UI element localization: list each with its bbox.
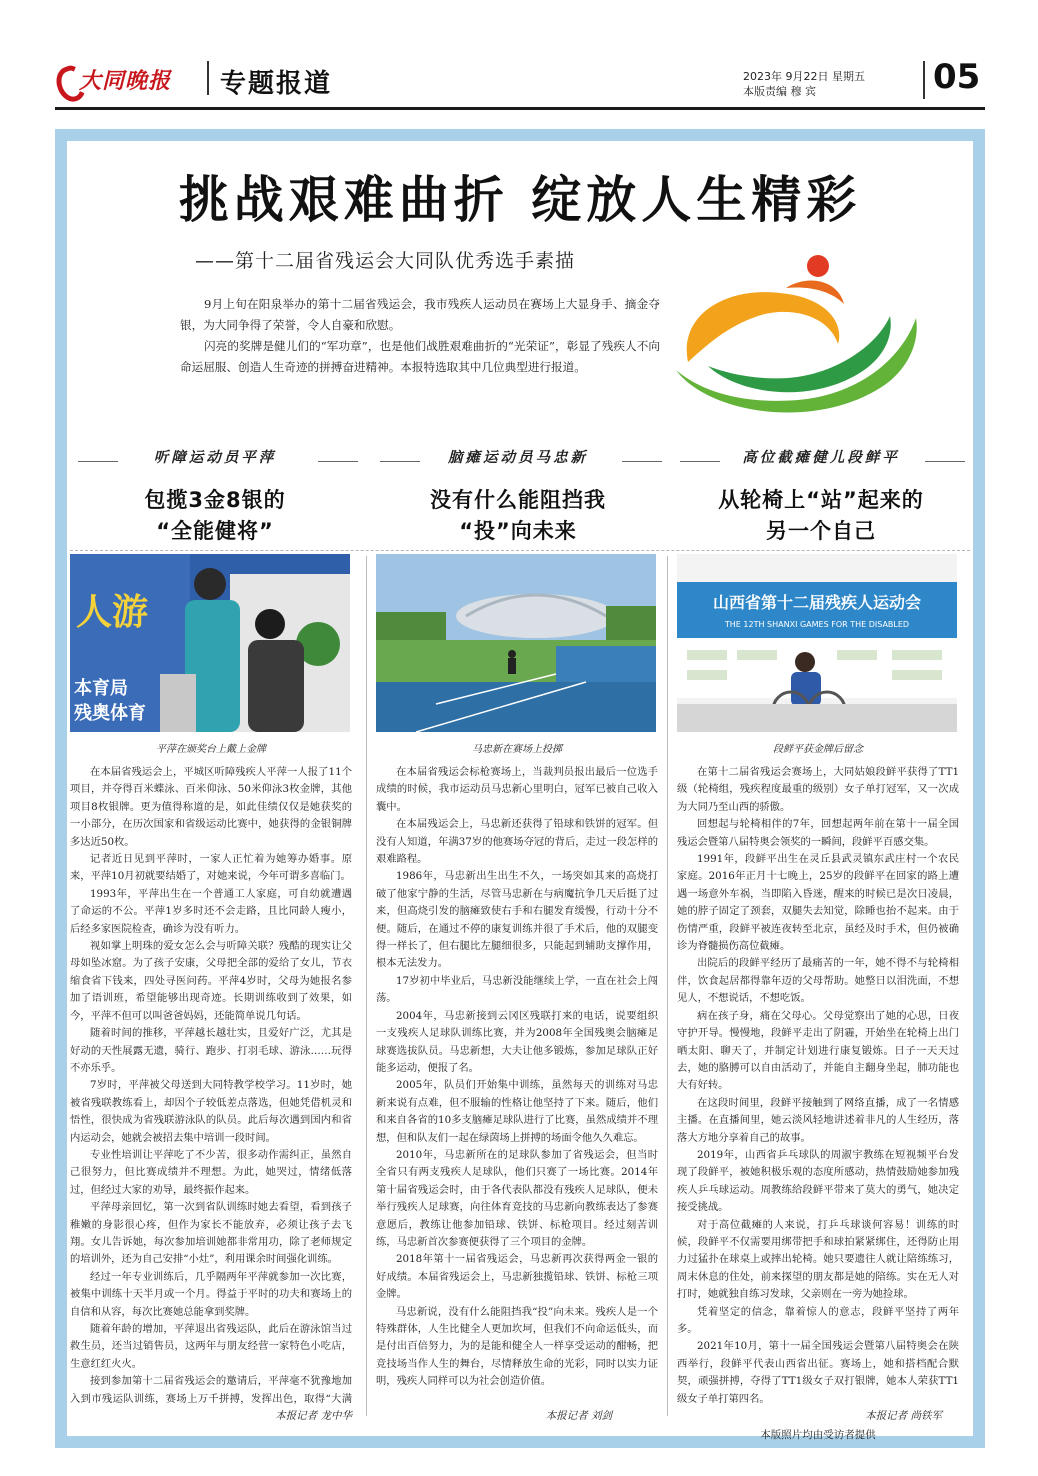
body-paragraph: 视如掌上明珠的爱女怎么会与听障关联？残酷的现实让父母如坠冰窟。为了孩子安康，父母把全部的爱给了女儿，节衣缩食省下钱来，四处寻医问药。平萍4岁时，父母为她报名参加了语训班，希望能够出现奇迹。长期训练收到了效果，如今，平萍不但可以叫爸爸妈妈，还能简单说几句话。: [70, 940, 352, 1022]
body-paragraph: 经过一年专业训练后，几乎隔两年平萍就参加一次比赛，被集中训练十天半月或一个月。得益于平时的功夫和赛场上的自信和从容，每次比赛她总能拿到奖牌。: [70, 1270, 352, 1318]
header-divider: [207, 61, 209, 95]
body-paragraph: 随着年龄的增加，平萍退出省残运队，此后在游泳馆当过救生员，还当过销售员，这两年与朋友经营一家特色小吃店，生意红红火火。: [70, 1323, 352, 1370]
body-paragraph: 在本届省残运会上，平城区听障残疾人平萍一人报了11个项目，并夺得百米蝶泳、百米仰泳、50米仰泳3枚金牌，其他项目8枚银牌。更为值得称道的是，如此佳绩仅仅是她获奖的一小部分，在历次国家和省级运动比赛中，她获得的金银铜牌多达近50枚。: [70, 766, 352, 848]
profile-tagline: 听障运动员平萍: [153, 449, 277, 466]
title-divider: [70, 550, 970, 551]
profile-tagline: 脑瘫运动员马忠新: [448, 449, 588, 466]
column-divider: [667, 556, 668, 1416]
body-paragraph: 2004年，马忠新接到云冈区残联打来的电话，说要组织一支残疾人足球队训练比赛，并为2008年全国残奥会脑瘫足球赛选拔队员。马忠新想，大夫让他多锻炼，参加足球队正好能多运动，便报了名。: [376, 1009, 658, 1074]
body-paragraph: 在本届残运会上，马忠新还获得了铅球和铁饼的冠军。但没有人知道，年满37岁的他赛场夺冠的背后，走过一段怎样的艰难路程。: [376, 818, 658, 866]
body-paragraph: 7岁时，平萍被父母送到大同特教学校学习。11岁时，她被省残联教练看上，却因个子较低差点落选，但她凭借机灵和悟性，很快成为省残联游泳队的队员。此后每次遇到国内和省内运动会，她就会被招去集中培训一段时间。: [70, 1079, 352, 1144]
article-column-duan: [677, 764, 959, 1404]
body-paragraph: 1993年，平萍出生在一个普通工人家庭，可自幼就遭遇了命运的不公。平萍1岁多时还不会走路，且比同龄人瘦小，后经多家医院检查，确诊为没有听力。: [70, 887, 352, 935]
profile-title-line: 没有什么能阻挡我: [430, 488, 606, 512]
photo-credit: 本版照片均由受访者提供: [760, 1429, 876, 1441]
profile-title-line: “投”向未来: [459, 519, 577, 543]
body-paragraph: 2010年，马忠新所在的足球队参加了省残运会，但当时全省只有两支残疾人足球队，他们只赛了一场比赛。2014年第十届省残运会时，由于各代表队都没有残疾人足球队，便未举行残疾人足球赛，向往体育竞技的马忠新向教练表达了参赛意愿后，教练让他参加铅球、铁饼、标枪项目。经过刻苦训练，马忠新首次参赛便获得了三个项目的金牌。: [376, 1148, 658, 1248]
profile-tagline: 高位截瘫健儿段鲜平: [742, 449, 900, 466]
profile-title-line: 包揽3金8银的: [144, 488, 286, 512]
photo-banner-title: 山西省第十二届残疾人运动会: [712, 593, 922, 612]
photo-ma-field: [376, 554, 656, 732]
photo-ping-podium: [70, 554, 350, 732]
profile-title-line: “全能健将”: [156, 519, 274, 543]
issue-editor: 本版责编 穆 宾: [743, 85, 816, 98]
profile-title: [70, 485, 360, 547]
page-number: 05: [933, 57, 981, 97]
body-paragraph: 回想起与轮椅相伴的7年，回想起两年前在第十一届全国残运会暨第八届特奥会领奖的一瞬间，段鲜平百感交集。: [677, 818, 959, 848]
profile-header-ping: [70, 446, 360, 547]
body-paragraph: 在本届省残运会标枪赛场上，当裁判员报出最后一位选手成绩的时候，我市运动员马忠新心里明白，冠军已被自己收入囊中。: [376, 766, 658, 813]
body-paragraph: 对于高位截瘫的人来说，打乒乓球谈何容易！训练的时候，段鲜平不仅需要用绑带把手和球拍紧紧绑住，还得防止用力过猛扑在球桌上或摔出轮椅。她只要遗往人就让陪练练习，周末休息的住处，前来探望的朋友都是她的陪练。实在无人对打时，她就独自练习发球，父亲则在一旁为她捡球。: [677, 1218, 959, 1301]
body-paragraph: 随着时间的推移，平萍越长越壮实，且爱好广泛，尤其是好动的天性展露无遗，骑行、跑步、打羽毛球、游泳……玩得不亦乐乎。: [70, 1027, 352, 1074]
body-paragraph: 2018年第十一届省残运会，马忠新再次获得两金一银的好成绩。本届省残运会上，马忠新独揽铅球、铁饼、标枪三项金牌。: [376, 1253, 658, 1301]
profile-title: [373, 485, 663, 547]
photo-banner-subtitle: THE 12TH SHANXI GAMES FOR THE DISABLED: [724, 620, 910, 629]
header-rule: [55, 107, 985, 110]
profile-header-ma: [373, 446, 663, 547]
photo-banner-text: 本育局: [74, 678, 128, 699]
masthead-logo: [55, 59, 185, 99]
body-paragraph: 在这段时间里，段鲜平接触到了网络直播，成了一名情感主播。在直播间里，她云淡风轻地讲述着非凡的人生经历，落落大方地分享着自己的故事。: [677, 1096, 959, 1144]
photo-caption: 段鲜平获金牌后留念: [773, 744, 863, 755]
logo-mark-icon: [55, 64, 77, 94]
article-column-ping: [70, 764, 352, 1404]
intro-paragraph: 9月上旬在阳泉举办的第十二届省残运会，我市残疾人运动员在赛场上大显身手、摘金夺银，为大同争得了荣誉，令人自豪和欣慰。: [180, 297, 660, 332]
body-paragraph: 在第十二届省残运会赛场上，大同姑娘段鲜平获得了TT1级（轮椅组，残疾程度最重的级别）女子单打冠军，又一次成为大同乃至山西的骄傲。: [677, 766, 959, 813]
intro-text: [180, 294, 660, 378]
profile-title-line: 另一个自己: [766, 519, 876, 543]
paper-name: 大同晚报: [79, 67, 172, 94]
games-emblem-icon: [668, 244, 928, 434]
photo-banner-text: 人游: [76, 592, 149, 633]
photo-banner-text: 残奥体育: [74, 703, 146, 724]
body-paragraph: 平萍母亲回忆，第一次到省队训练时她去看望，看到孩子稚嫩的身影很心疼，但作为家长不能放弃，必须让孩子去飞翔。女儿告诉她，每次参加培训她都非常用功，除了老师规定的培训外，还为自己安排“小灶”，利用课余时间强化训练。: [70, 1201, 352, 1266]
profile-header-duan: [676, 446, 966, 547]
body-paragraph: 记者近日见到平萍时，一家人正忙着为她筹办婚事。原来，平萍10月初就要结婚了，对她来说，今年可谓多喜临门。: [70, 853, 352, 883]
body-paragraph: 接到参加第十二届省残运会的邀请后，平萍毫不犹豫地加入到市残运队训练，赛场上万千拼搏，发挥出色，取得“大满: [70, 1375, 352, 1404]
body-paragraph: 马忠新说，没有什么能阻挡我“投”向未来。残疾人是一个特殊群体，人生比健全人更加坎坷，但我们不向命运低头，而是付出百倍努力，为的是能和健全人一样享受运动的酣畅，把竞技场当作人生的舞台，尽情释放生命的光彩，同时以实力证明，残疾人同样可以为社会创造价值。: [376, 1305, 658, 1388]
photo-caption: 马忠新在赛场上投掷: [472, 744, 562, 755]
photo-caption: 平萍在颁奖台上戴上金牌: [156, 744, 266, 755]
page-header: [55, 55, 985, 115]
body-paragraph: 2021年10月，第十一届全国残运会暨第八届特奥会在陕西举行，段鲜平代表山西省出征。赛场上，她和搭档配合默契，顽强拼搏，夺得了TT1级女子双打银牌，她本人荣获TT1级女子单打第四名。: [677, 1340, 959, 1404]
section-name: 专题报道: [220, 69, 333, 99]
body-paragraph: 凭着坚定的信念，靠着惊人的意志，段鲜平坚持了两年多。: [677, 1305, 959, 1335]
byline: 本报记者 龙中华: [275, 1410, 352, 1422]
profile-title: [676, 485, 966, 547]
intro-paragraph: 闪亮的奖牌是健儿们的“军功章”，也是他们战胜艰难曲折的“光荣证”，彰显了残疾人不向命运屈服、创造人生奇迹的拼搏奋进精神。本报特选取其中几位典型进行报道。: [180, 339, 660, 374]
profile-title-line: 从轮椅上“站”起来的: [718, 488, 924, 512]
body-paragraph: 专业性培训让平萍吃了不少苦，很多动作需纠正，虽然自己很努力，但比赛成绩并不理想。为此，她哭过，情绪低落过，但经过大家的劝导，最终振作起来。: [70, 1148, 352, 1196]
byline: 本报记者 刘剑: [545, 1410, 612, 1422]
byline: 本报记者 尚铁军: [865, 1410, 942, 1422]
column-divider: [366, 556, 367, 1416]
body-paragraph: 1991年，段鲜平出生在灵丘县武灵镇东武庄村一个农民家庭。2016年正月十七晚上，25岁的段鲜平在回家的路上遭遇一场意外车祸，当即陷入昏迷，醒来的时候已是次日凌晨，她的脖子固定了颈套，双腿失去知觉，除睡也抬不起来。由于伤情严重，段鲜平被连夜转至北京，虽经及时手术，但仍被确诊为脊髓损伤高位截瘫。: [677, 853, 959, 953]
body-paragraph: 出院后的段鲜平经历了最痛苦的一年，她不得不与轮椅相伴，饮食起居都得靠年迈的父母帮助。她整日以泪洗面，不想见人，不想说话，不想吃饭。: [677, 957, 959, 1005]
body-paragraph: 17岁初中毕业后，马忠新没能继续上学，一直在社会上闯荡。: [376, 974, 658, 1005]
body-paragraph: 1986年，马忠新出生出生不久，一场突如其来的高烧打破了他家宁静的生活，尽管马忠新在与病魔抗争几天后挺了过来，但高烧引发的脑瘫致使右手和右腿发育缓慢，行动十分不便。随后，在通过不停的康复训练并很了手术后，他的双腿变得一样长了，但右腿比左腿细很多，只能起到辅助支撑作用，根本无法发力。: [376, 870, 658, 970]
body-paragraph: 2019年，山西省乒乓球队的周淑宇教练在短视频平台发现了段鲜平，被她积极乐观的态度所感动，热情鼓励她参加残疾人乒乓球运动。周教练给段鲜平带来了莫大的勇气，她决定接受挑战。: [677, 1148, 959, 1214]
main-headline: 挑战艰难曲折 绽放人生精彩: [178, 171, 862, 229]
issue-date: 2023年 9月22日 星期五: [743, 70, 865, 83]
photo-duan-banner: [677, 554, 957, 732]
page-number-divider: [923, 61, 925, 99]
issue-meta: [743, 69, 865, 99]
body-paragraph: 病在孩子身，痛在父母心。父母觉察出了她的心思，日夜守护开导。慢慢地，段鲜平走出了阴霾，开始坐在轮椅上出门晒太阳、聊天了，并制定计划进行康复锻炼。日子一天天过去，她的胳膊可以自由活动了，并能自主翻身坐起，肺功能也大有好转。: [677, 1009, 959, 1092]
body-paragraph: 2005年，队员们开始集中训练，虽然每天的训练对马忠新来说有点难，但不服输的性格让他坚持了下来。随后，他们和来自各省的10多支脑瘫足球队进行了比赛，虽然成绩并不理想，但和队友们一起在绿茵场上拼搏的场面令他久久难忘。: [376, 1079, 658, 1144]
sub-headline: ——第十二届省残运会大同队优秀选手素描: [195, 250, 576, 272]
article-column-ma: [376, 764, 658, 1404]
